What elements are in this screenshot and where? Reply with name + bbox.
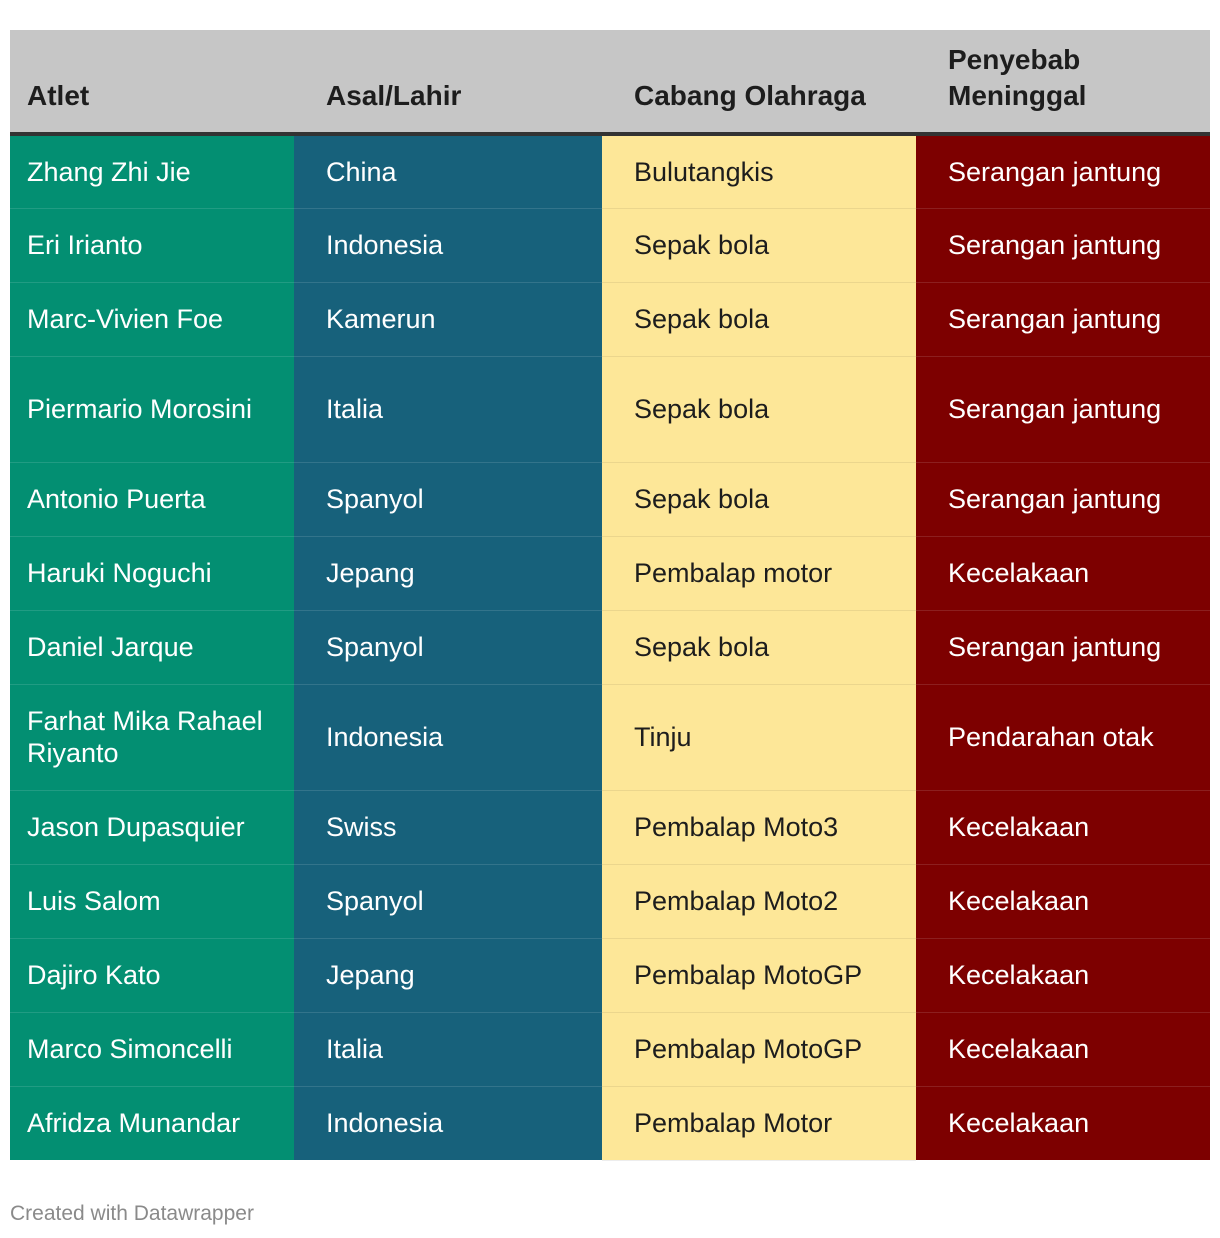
table-row xyxy=(10,1086,1210,1160)
cell-sport: Tinju xyxy=(602,684,916,790)
cell-cause: Serangan jantung xyxy=(916,462,1210,536)
data-table-container xyxy=(10,30,1210,1161)
cell-sport: Sepak bola xyxy=(602,462,916,536)
table-row xyxy=(10,356,1210,462)
cell-origin: Jepang xyxy=(294,536,602,610)
table-body xyxy=(10,134,1210,1160)
table-header xyxy=(10,30,1210,134)
table-row xyxy=(10,1012,1210,1086)
cell-sport: Pembalap Moto3 xyxy=(602,790,916,864)
cell-cause: Kecelakaan xyxy=(916,536,1210,610)
cell-origin: Italia xyxy=(294,356,602,462)
cell-sport: Sepak bola xyxy=(602,282,916,356)
cell-athlete: Haruki Noguchi xyxy=(10,536,294,610)
cell-athlete: Jason Dupasquier xyxy=(10,790,294,864)
cell-origin: Indonesia xyxy=(294,684,602,790)
cell-sport: Pembalap MotoGP xyxy=(602,1012,916,1086)
table-row xyxy=(10,282,1210,356)
cell-origin: China xyxy=(294,134,602,208)
column-header-cause: Penyebab Meninggal xyxy=(916,30,1210,134)
cell-athlete: Luis Salom xyxy=(10,864,294,938)
cell-origin: Kamerun xyxy=(294,282,602,356)
cell-origin: Indonesia xyxy=(294,1086,602,1160)
cell-cause: Kecelakaan xyxy=(916,790,1210,864)
cell-cause: Serangan jantung xyxy=(916,208,1210,282)
cell-cause: Kecelakaan xyxy=(916,938,1210,1012)
cell-athlete: Piermario Morosini xyxy=(10,356,294,462)
cell-origin: Jepang xyxy=(294,938,602,1012)
cell-origin: Spanyol xyxy=(294,864,602,938)
cell-cause: Serangan jantung xyxy=(916,282,1210,356)
cell-cause: Pendarahan otak xyxy=(916,684,1210,790)
cell-cause: Serangan jantung xyxy=(916,134,1210,208)
table-row xyxy=(10,536,1210,610)
cell-sport: Bulutangkis xyxy=(602,134,916,208)
cell-athlete: Antonio Puerta xyxy=(10,462,294,536)
cell-sport: Sepak bola xyxy=(602,208,916,282)
cell-sport: Pembalap Motor xyxy=(602,1086,916,1160)
datawrapper-credit[interactable]: Created with Datawrapper xyxy=(10,1202,254,1225)
table-row xyxy=(10,790,1210,864)
cell-athlete: Zhang Zhi Jie xyxy=(10,134,294,208)
cell-athlete: Daniel Jarque xyxy=(10,610,294,684)
table-row xyxy=(10,134,1210,208)
cell-sport: Sepak bola xyxy=(602,356,916,462)
cell-athlete: Afridza Munandar xyxy=(10,1086,294,1160)
cell-origin: Spanyol xyxy=(294,610,602,684)
header-row xyxy=(10,30,1210,134)
table-row xyxy=(10,610,1210,684)
column-header-origin: Asal/Lahir xyxy=(294,30,602,134)
table-row xyxy=(10,462,1210,536)
cell-origin: Italia xyxy=(294,1012,602,1086)
cell-cause: Serangan jantung xyxy=(916,356,1210,462)
cell-cause: Serangan jantung xyxy=(916,610,1210,684)
table-row xyxy=(10,864,1210,938)
cell-athlete: Farhat Mika Rahael Riyanto xyxy=(10,684,294,790)
table-row xyxy=(10,208,1210,282)
column-header-sport: Cabang Olahraga xyxy=(602,30,916,134)
cell-athlete: Marco Simoncelli xyxy=(10,1012,294,1086)
column-header-athlete: Atlet xyxy=(10,30,294,134)
table-row xyxy=(10,684,1210,790)
cell-sport: Pembalap MotoGP xyxy=(602,938,916,1012)
cell-athlete: Dajiro Kato xyxy=(10,938,294,1012)
cell-athlete: Eri Irianto xyxy=(10,208,294,282)
cell-sport: Pembalap Moto2 xyxy=(602,864,916,938)
cell-origin: Spanyol xyxy=(294,462,602,536)
athletes-table xyxy=(10,30,1210,1161)
cell-sport: Pembalap motor xyxy=(602,536,916,610)
cell-cause: Kecelakaan xyxy=(916,1012,1210,1086)
cell-sport: Sepak bola xyxy=(602,610,916,684)
cell-origin: Swiss xyxy=(294,790,602,864)
cell-athlete: Marc-Vivien Foe xyxy=(10,282,294,356)
cell-cause: Kecelakaan xyxy=(916,864,1210,938)
cell-cause: Kecelakaan xyxy=(916,1086,1210,1160)
table-row xyxy=(10,938,1210,1012)
cell-origin: Indonesia xyxy=(294,208,602,282)
